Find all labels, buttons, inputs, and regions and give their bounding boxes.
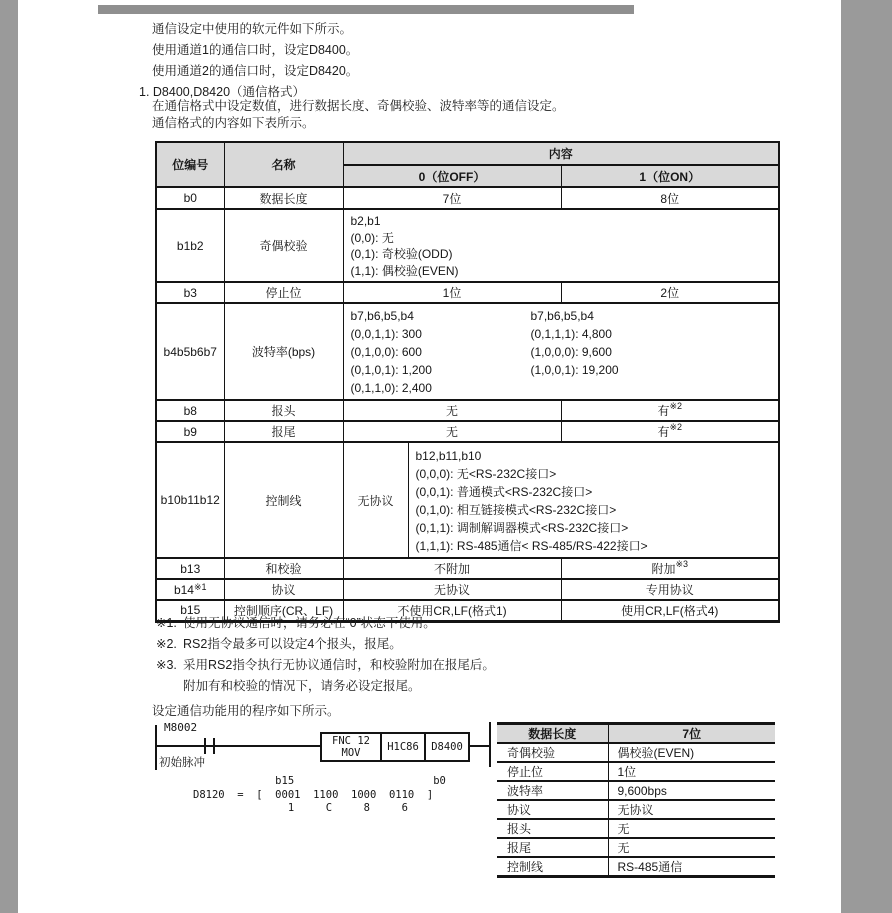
control-line-list	[409, 443, 654, 557]
on-cell: 2位	[561, 282, 779, 303]
summary-label: 停止位	[497, 762, 608, 781]
protocol-subcell: 无协议	[344, 443, 409, 557]
footnote-text: 使用无协议通信时，请务必在“0”状态下使用。	[183, 616, 436, 630]
merged-content-cell	[343, 442, 779, 558]
contact-comment: 初始脉冲	[159, 757, 205, 769]
content-line: (0,1): 奇校验(ODD)	[350, 247, 453, 261]
bit-cell: b4b5b6b7	[156, 303, 224, 400]
intro-paragraph	[152, 19, 358, 82]
col-header-off: 0（位OFF）	[343, 165, 561, 187]
bit-cell: b10b11b12	[156, 442, 224, 558]
description-line: 通信格式的内容如下表所示。	[152, 116, 315, 130]
footnote-continuation	[156, 676, 495, 697]
intro-line: 使用通道2的通信口时，设定D8420。	[152, 64, 359, 78]
section-description	[152, 98, 565, 132]
left-page-margin-strip	[0, 0, 18, 913]
summary-label: 奇偶校验	[497, 743, 608, 762]
content-line: (0,1,0,0): 600	[350, 345, 422, 359]
table-header-row	[156, 142, 779, 165]
table-row	[156, 442, 779, 558]
name-cell: 数据长度	[224, 187, 343, 209]
content-line: (0,0,1,1): 300	[350, 327, 422, 341]
summary-label: 控制线	[497, 857, 608, 877]
content-line: (0,0,1): 普通模式<RS-232C接口>	[415, 485, 593, 499]
contact-device-label: M8002	[164, 721, 198, 734]
name-cell: 奇偶校验	[224, 209, 343, 282]
on-cell	[561, 400, 779, 421]
note-reference: ※3	[675, 559, 689, 569]
hex-digit-line: 1 C 8 6	[193, 802, 408, 814]
baud-rate-list-left	[351, 307, 531, 397]
note-reference: ※1	[193, 581, 207, 592]
summary-value: 1位	[608, 762, 775, 781]
section-heading: 1. D8400,D8420（通信格式）	[139, 85, 306, 99]
note-reference: ※2	[669, 401, 683, 411]
summary-row	[497, 743, 775, 762]
content-line: b2,b1	[350, 214, 381, 228]
off-cell: 无	[343, 421, 561, 442]
name-cell: 报尾	[224, 421, 343, 442]
summary-value: 无	[608, 819, 775, 838]
table-row	[156, 282, 779, 303]
program-caption: 设定通信功能用的程序如下所示。	[152, 704, 340, 718]
summary-row	[497, 781, 775, 800]
bit-cell: b0	[156, 187, 224, 209]
summary-label: 波特率	[497, 781, 608, 800]
fnc-number: FNC 12	[332, 735, 370, 747]
mnemonic: MOV	[341, 747, 361, 759]
on-cell: 8位	[561, 187, 779, 209]
content-line: b7,b6,b5,b4	[350, 309, 414, 323]
on-cell: 使用CR,LF(格式4)	[561, 600, 779, 621]
content-line: (0,1,1,1): 4,800	[530, 327, 612, 341]
merged-content-cell	[343, 303, 779, 400]
content-line: (1,1): 偶校验(EVEN)	[350, 263, 459, 278]
footnote-marker: ※2.	[156, 637, 177, 651]
communication-format-table	[155, 141, 780, 623]
name-cell: 协议	[224, 579, 343, 600]
name-cell: 报头	[224, 400, 343, 421]
ladder-rung-line	[155, 745, 320, 747]
col-header-name: 名称	[224, 142, 343, 187]
bit-cell: b1b2	[156, 209, 224, 282]
on-value: 有	[657, 404, 670, 418]
summary-row	[497, 819, 775, 838]
on-cell: 专用协议	[561, 579, 779, 600]
col-header-on: 1（位ON）	[561, 165, 779, 187]
contact-symbol	[204, 738, 206, 754]
off-cell: 7位	[343, 187, 561, 209]
footnote	[156, 634, 495, 655]
content-line: (1,0,0,1): 19,200	[530, 363, 619, 377]
top-divider-bar	[98, 5, 634, 14]
name-cell: 停止位	[224, 282, 343, 303]
instruction-cell	[322, 734, 380, 760]
bit-cell: b8	[156, 400, 224, 421]
instruction-box	[320, 732, 470, 762]
bit-cell: b13	[156, 558, 224, 579]
summary-value: 9,600bps	[608, 781, 775, 800]
summary-row	[497, 857, 775, 877]
binary-value-line: D8120 = [ 0001 1100 1000 0110 ]	[193, 788, 434, 801]
bit-cell: b9	[156, 421, 224, 442]
merged-content-cell	[343, 209, 779, 282]
col-header-content: 内容	[343, 142, 779, 165]
bit-cell	[156, 579, 224, 600]
communication-settings-summary-table	[497, 722, 775, 878]
ladder-right-connector	[489, 722, 491, 767]
summary-value: RS-485通信	[608, 857, 775, 877]
contact-symbol	[213, 738, 215, 754]
summary-row	[497, 762, 775, 781]
summary-label: 报头	[497, 819, 608, 838]
on-value: 附加	[651, 562, 676, 576]
summary-row	[497, 838, 775, 857]
summary-label: 协议	[497, 800, 608, 819]
footnote-text: RS2指令最多可以设定4个报头，报尾。	[183, 637, 402, 651]
summary-value: 无	[608, 838, 775, 857]
footnotes	[156, 613, 495, 697]
bit-cell: b3	[156, 282, 224, 303]
note-reference: ※2	[669, 422, 683, 432]
name-cell: 和校验	[224, 558, 343, 579]
footnote-marker: ※3.	[156, 658, 177, 672]
summary-value: 无协议	[608, 800, 775, 819]
bit-label-line: b15 b0	[193, 775, 446, 787]
off-cell: 不附加	[343, 558, 561, 579]
table-row	[156, 421, 779, 442]
on-cell	[561, 421, 779, 442]
content-line: (0,1,1): 调制解调器模式<RS-232C接口>	[415, 521, 629, 535]
summary-value: 偶校验(EVEN)	[608, 743, 775, 762]
off-cell: 无	[343, 400, 561, 421]
footnote-text: 附加有和校验的情况下，请务必设定报尾。	[183, 679, 421, 693]
operand-cell: H1C86	[380, 734, 424, 760]
off-cell: 1位	[343, 282, 561, 303]
content-line: b7,b6,b5,b4	[530, 309, 594, 323]
baud-rate-list-right	[531, 307, 619, 397]
bit-value: b14	[173, 582, 194, 597]
bit-cell: b15	[156, 600, 224, 621]
footnote-text: 采用RS2指令执行无协议通信时，和校验附加在报尾后。	[183, 658, 495, 672]
content-line: (1,0,0,0): 9,600	[530, 345, 612, 359]
table-row	[156, 187, 779, 209]
name-cell: 控制线	[224, 442, 343, 558]
ladder-left-rail	[155, 725, 157, 770]
footnote-marker: ※1.	[156, 616, 177, 630]
table-row	[156, 558, 779, 579]
off-cell: 不使用CR,LF(格式1)	[343, 600, 561, 621]
col-header-bit: 位编号	[156, 142, 224, 187]
register-bit-value	[193, 775, 446, 816]
on-value: 有	[657, 425, 670, 439]
right-page-margin-strip	[841, 0, 892, 913]
off-cell: 无协议	[343, 579, 561, 600]
content-line: (0,1,0): 相互链接模式<RS-232C接口>	[415, 503, 617, 517]
name-cell: 波特率(bps)	[224, 303, 343, 400]
content-line: (0,0): 无	[350, 230, 394, 245]
content-line: (1,1,1): RS-485通信< RS-485/RS-422接口>	[415, 539, 648, 553]
name-cell: 控制顺序(CR、LF)	[224, 600, 343, 621]
table-row	[156, 400, 779, 421]
operand-cell: D8400	[424, 734, 468, 760]
intro-line: 通信设定中使用的软元件如下所示。	[152, 22, 353, 36]
summary-row	[497, 800, 775, 819]
summary-header-row	[497, 724, 775, 744]
table-row	[156, 579, 779, 600]
table-row	[156, 303, 779, 400]
summary-header-label: 数据长度	[497, 724, 608, 744]
content-line: b12,b11,b10	[415, 449, 482, 463]
content-line: (0,1,0,1): 1,200	[350, 363, 432, 377]
footnote	[156, 613, 495, 634]
footnote	[156, 655, 495, 676]
intro-line: 使用通道1的通信口时，设定D8400。	[152, 43, 359, 57]
content-line: (0,0,0): 无<RS-232C接口>	[415, 467, 557, 481]
description-line: 在通信格式中设定数值，进行数据长度、奇偶校验、波特率等的通信设定。	[152, 99, 565, 113]
ladder-output-line	[470, 745, 490, 747]
on-cell	[561, 558, 779, 579]
table-row	[156, 209, 779, 282]
summary-label: 报尾	[497, 838, 608, 857]
summary-header-value: 7位	[608, 724, 775, 744]
content-line: (0,1,1,0): 2,400	[350, 381, 432, 395]
